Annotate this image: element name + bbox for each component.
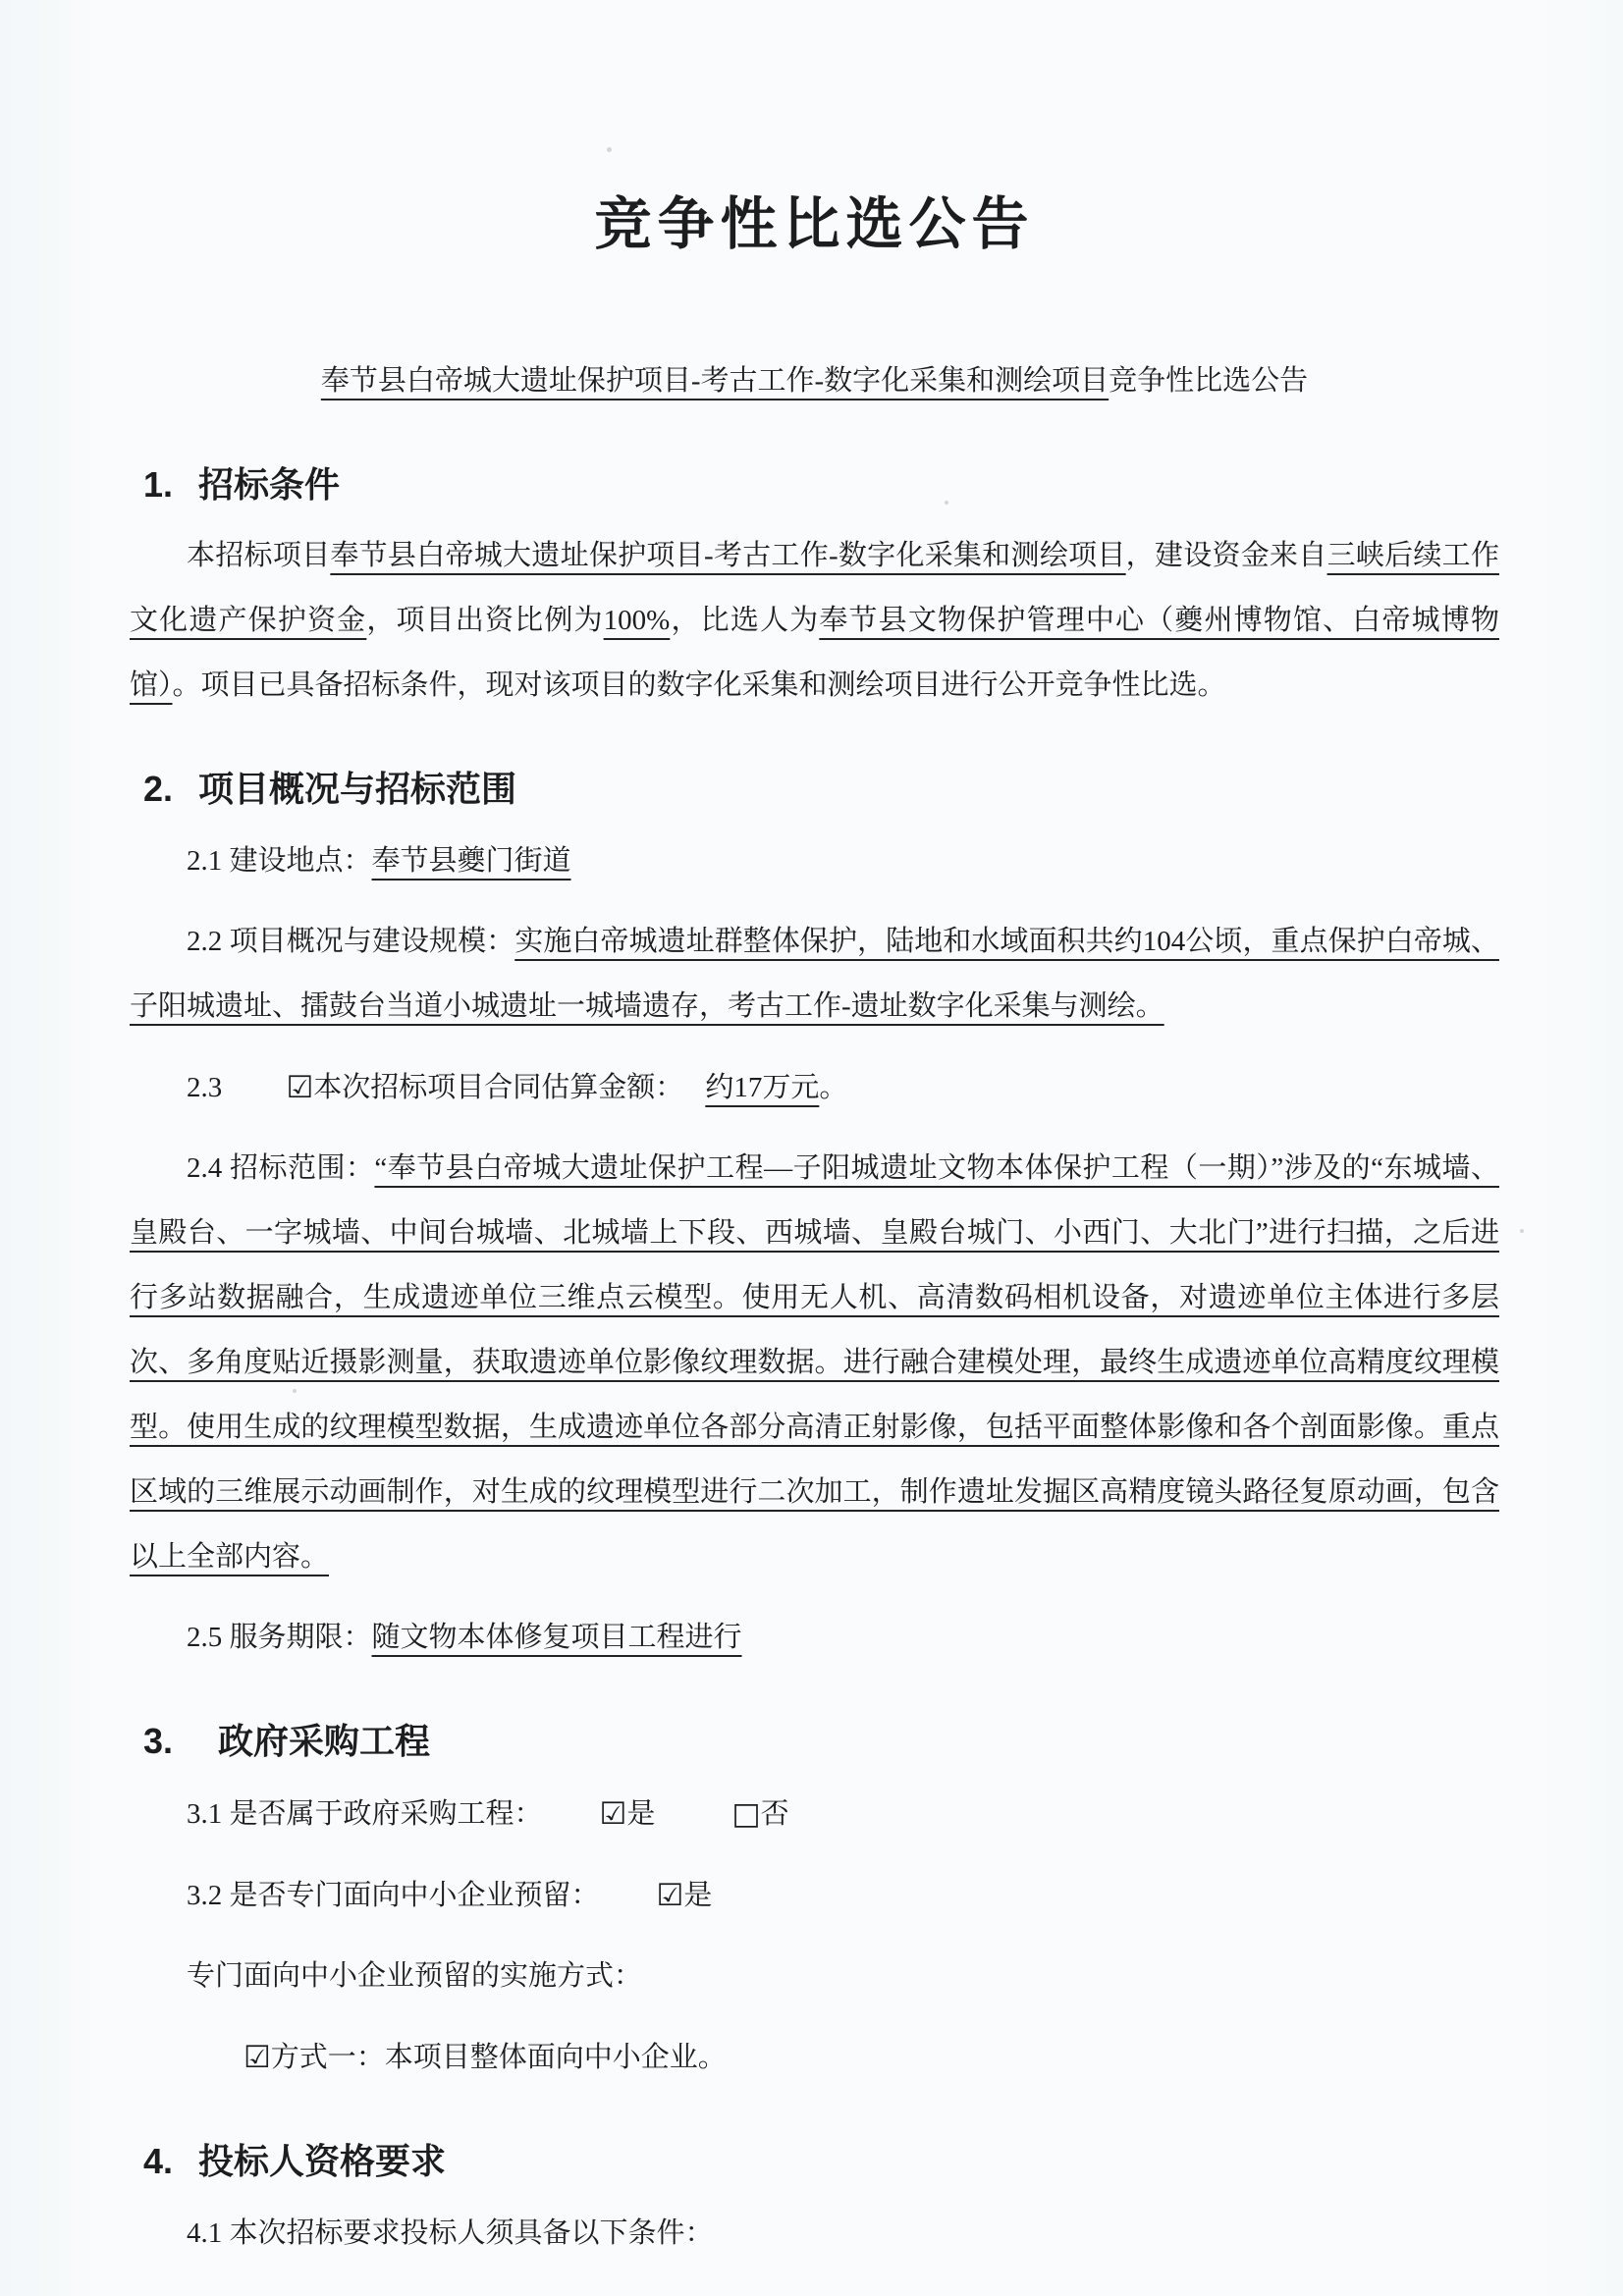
scan-noise-speck <box>607 147 612 152</box>
clause-3-2-label: 3.2 是否专门面向中小企业预留： <box>187 1880 600 1912</box>
subtitle-suffix: 竞争性比选公告 <box>1109 364 1309 397</box>
paragraph-text: 本招标项目 <box>187 540 331 572</box>
clause-4-1-text: 4.1 本次招标要求投标人须具备以下条件： <box>187 2216 714 2249</box>
section-4-title: 投标人资格要求 <box>198 2141 447 2182</box>
clause-2-2-value: 实施白帝城遗址群整体保护，陆地和水域面积共约104公顷，重点保护白帝城、子阳城遗址、擂鼓台当道小城遗址一城墙遗存，考古工作-遗址数字化采集与测绘。 <box>130 926 1499 1023</box>
clause-3-1-yes-label: 是 <box>626 1798 656 1831</box>
reserve-method-option-1-text: 方式一：本项目整体面向中小企业。 <box>270 2042 727 2074</box>
section-2-number: 2. <box>143 769 174 810</box>
section-1-paragraph <box>130 523 1499 718</box>
selecting-entity-underlined: 奉节县文物保护管理中心（夔州博物馆、白帝城博物馆） <box>130 605 1499 702</box>
clause-2-5-label: 2.5 服务期限： <box>187 1622 372 1654</box>
clause-2-1-value: 奉节县夔门街道 <box>371 845 571 878</box>
section-3-heading <box>143 1719 1499 1765</box>
clause-2-1 <box>130 828 1499 893</box>
project-name-underlined: 奉节县白帝城大遗址保护项目-考古工作-数字化采集和测绘项目 <box>330 540 1126 572</box>
paragraph-text: ，建设资金来自 <box>1125 540 1327 572</box>
reserve-method-option-1 <box>130 2024 1499 2090</box>
paragraph-text: 。项目已具备招标条件，现对该项目的数字化采集和测绘项目进行公开竞争性比选。 <box>172 669 1226 702</box>
section-3-number: 3. <box>143 1721 174 1762</box>
clause-2-3-suffix: 。 <box>819 1072 848 1104</box>
document-subtitle <box>130 348 1499 413</box>
document-title: 竞争性比选公告 <box>594 192 1035 256</box>
checked-checkbox-icon: ☑ <box>243 2040 271 2076</box>
funding-ratio-underlined: 100% <box>603 605 671 637</box>
funding-source-underlined: 三峡后续工作文化遗产保护资金 <box>130 540 1499 637</box>
section-4-heading <box>143 2139 1499 2185</box>
clause-2-3 <box>130 1054 1499 1120</box>
clause-3-2 <box>130 1862 1499 1928</box>
unchecked-checkbox-icon: □ <box>731 1796 761 1833</box>
clause-3-1 <box>130 1781 1499 1846</box>
clause-3-1-label: 3.1 是否属于政府采购工程： <box>187 1798 543 1831</box>
paragraph-text: ，比选人为 <box>670 605 820 637</box>
section-1-number: 1. <box>143 463 174 505</box>
clause-2-1-label: 2.1 建设地点： <box>187 845 372 878</box>
clause-3-1-no-label: 否 <box>760 1798 789 1831</box>
checked-checkbox-icon: ☑ <box>599 1796 627 1833</box>
clause-2-4-value: “奉节县白帝城大遗址保护工程—子阳城遗址文物本体保护工程（一期）”涉及的“东城墙、皇殿台、一字城墙、中间台城墙、北城墙上下段、西城墙、皇殿台城门、小西门、大北门”进行扫描，之后进行多站数据融合，生成遗迹单位三维点云模型。使用无人机、高清数码相机设备，对遗迹单位主体进行多层次、多角度贴近摄影测量，获取遗迹单位影像纹理数据。进行融合建模处理，最终生成遗迹单位高精度纹理模型。使用生成的纹理模型数据，生成遗迹单位各部分高清正射影像，包括平面整体影像和各个剖面影像。重点区域的三维展示动画制作，对生成的纹理模型进行二次加工，制作遗址发掘区高精度镜头路径复原动画，包含以上全部内容。 <box>130 1152 1499 1574</box>
scan-noise-speck <box>1520 1229 1524 1233</box>
subtitle-project-name: 奉节县白帝城大遗址保护项目-考古工作-数字化采集和测绘项目 <box>320 364 1109 397</box>
section-4-number: 4. <box>143 2141 174 2182</box>
clause-2-2-label: 2.2 项目概况与建设规模： <box>187 926 515 958</box>
section-1-title: 招标条件 <box>198 463 341 505</box>
section-1-heading <box>143 462 1499 508</box>
section-3-title: 政府采购工程 <box>218 1721 431 1762</box>
clause-2-5-value: 随文物本体修复项目工程进行 <box>371 1622 742 1654</box>
clause-2-3-value: 约17万元 <box>705 1072 820 1104</box>
clause-2-4-label: 2.4 招标范围： <box>187 1152 375 1185</box>
clause-3-2-yes-label: 是 <box>683 1880 713 1912</box>
clause-2-3-label: 本次招标项目合同估算金额： <box>313 1072 684 1104</box>
section-2-title: 项目概况与招标范围 <box>198 769 517 810</box>
checked-checkbox-icon: ☑ <box>286 1070 314 1106</box>
scan-noise-speck <box>945 501 948 505</box>
clause-2-2 <box>130 909 1499 1039</box>
clause-4-1 <box>130 2201 1499 2266</box>
scan-noise-speck <box>293 1389 297 1393</box>
clause-2-3-number: 2.3 <box>187 1072 230 1104</box>
section-2-heading <box>143 767 1499 813</box>
paragraph-text: ，项目出资比例为 <box>366 605 604 637</box>
reserve-method-label <box>130 1944 1499 2008</box>
clause-2-4 <box>130 1136 1499 1589</box>
clause-2-5 <box>130 1605 1499 1670</box>
checked-checkbox-icon: ☑ <box>656 1878 684 1914</box>
reserve-method-text: 专门面向中小企业预留的实施方式： <box>187 1960 643 1993</box>
